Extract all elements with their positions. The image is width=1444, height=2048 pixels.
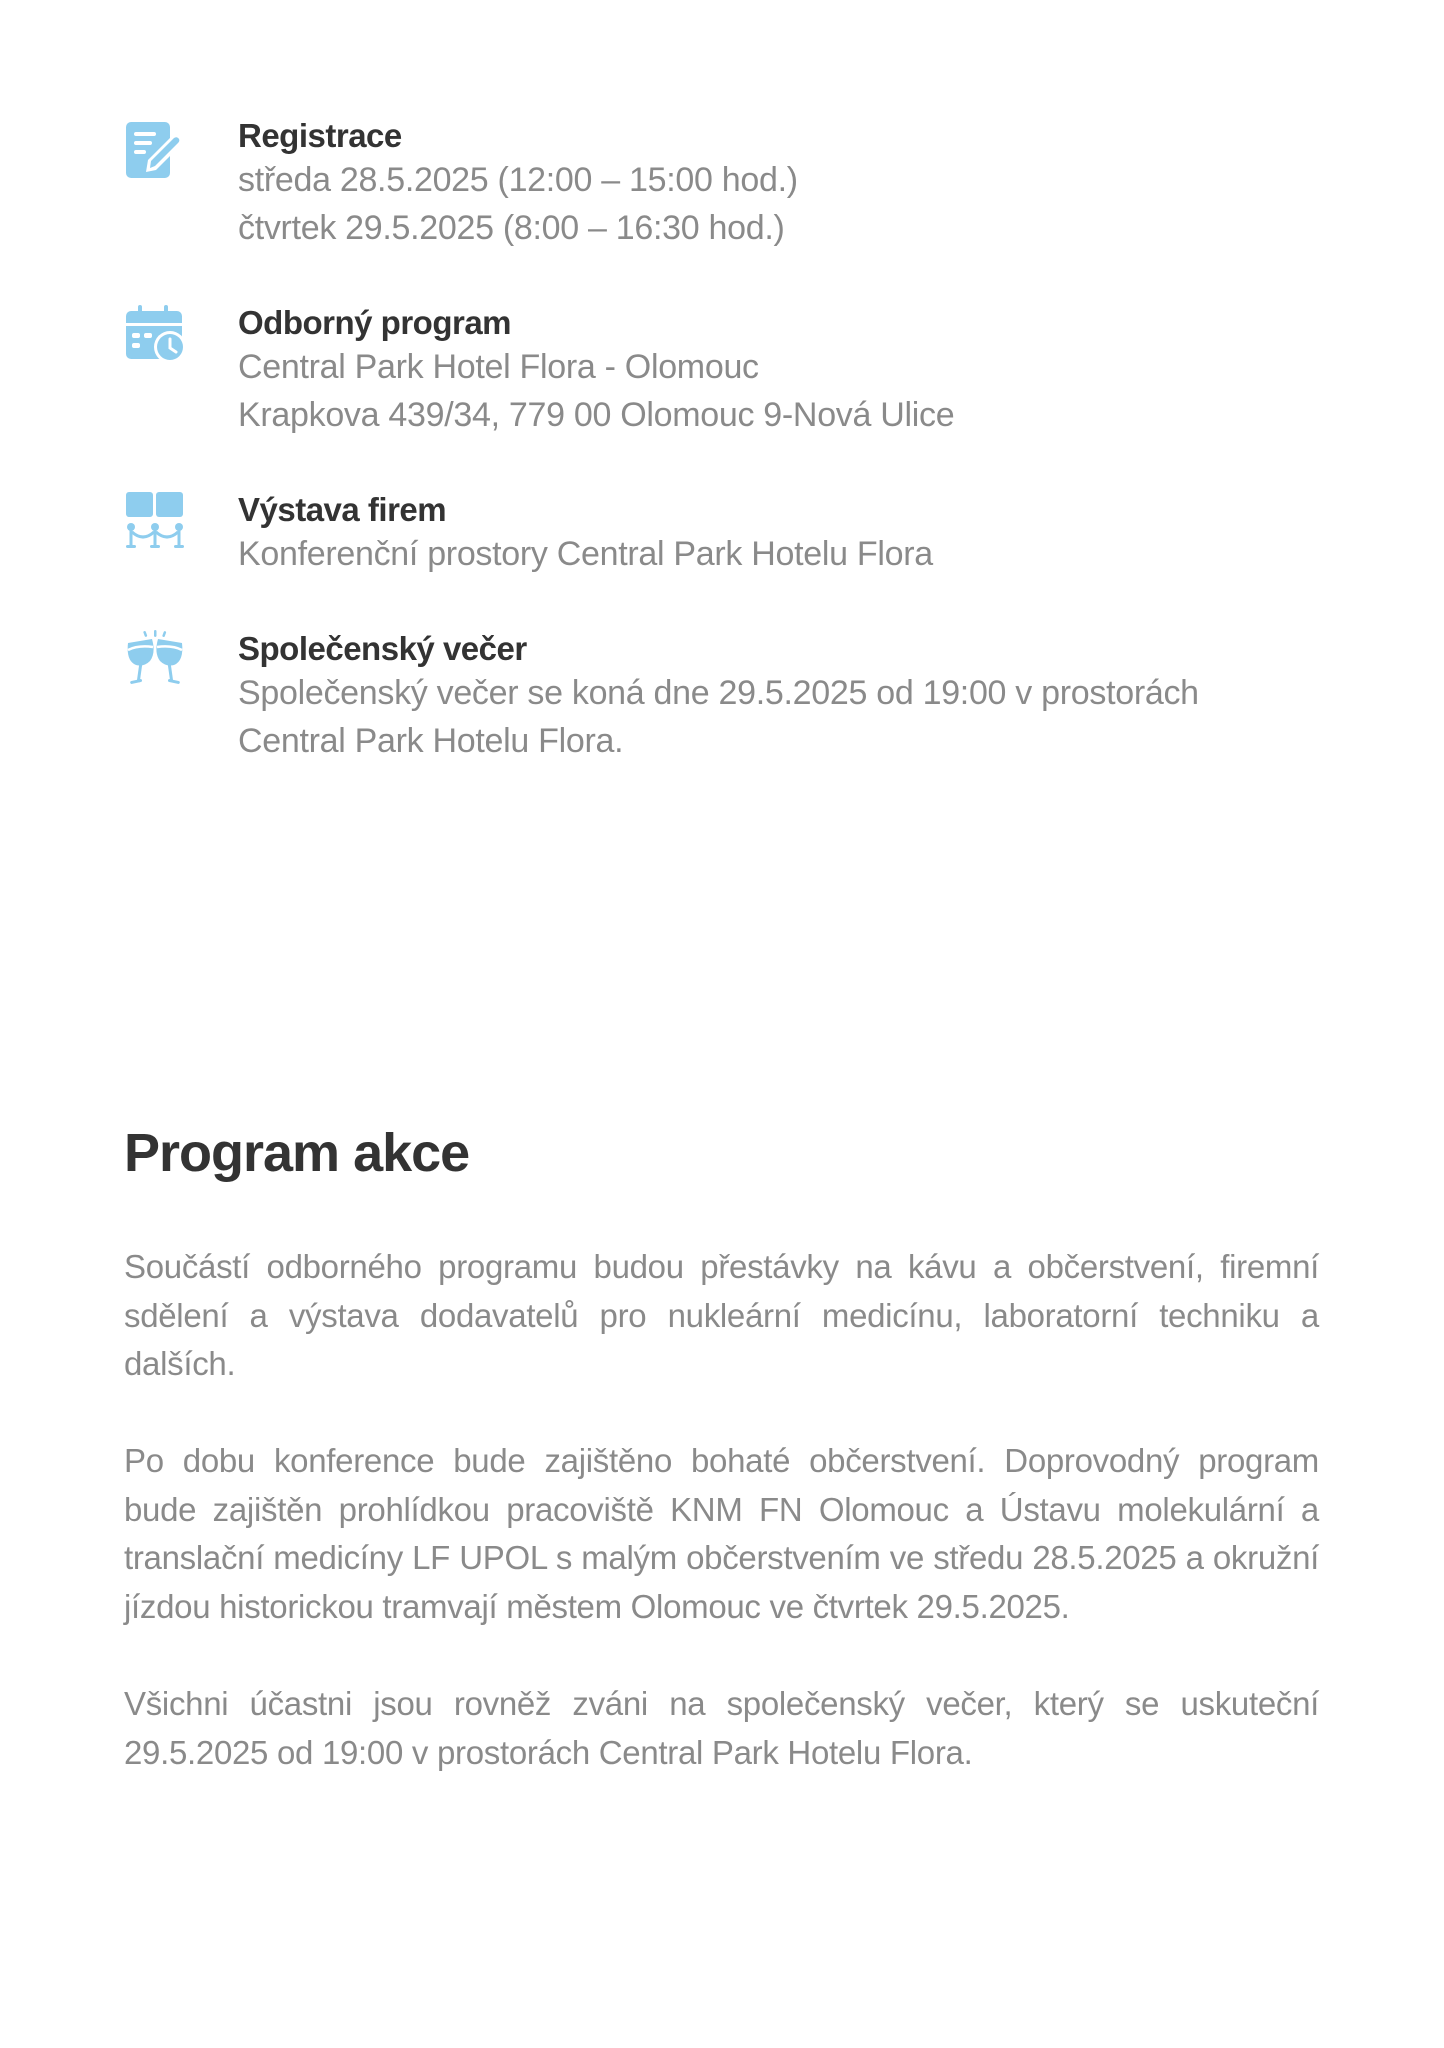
exhibition-booth-icon xyxy=(124,490,186,552)
item-title: Odborný program xyxy=(238,304,512,341)
item-title: Výstava firem xyxy=(238,491,447,528)
item-line: Společenský večer se koná dne 29.5.2025 od 19:00 v prostorách xyxy=(238,674,1199,712)
program-paragraph: Všichni účastni jsou rovněž zváni na společenský večer, který se uskuteční 29.5.2025 od 19:00 v prostorách Central Park Hotelu Flora. xyxy=(124,1685,1319,1771)
item-line: středa 28.5.2025 (12:00 – 15:00 hod.) xyxy=(238,161,798,199)
item-line: Central Park Hotelu Flora. xyxy=(238,722,624,760)
calendar-clock-icon xyxy=(124,303,186,365)
program-heading: Program akce xyxy=(124,1123,470,1183)
item-line: Krapkova 439/34, 779 00 Olomouc 9-Nová Ulice xyxy=(238,396,955,434)
item-line: Central Park Hotel Flora - Olomouc xyxy=(238,348,759,386)
program-paragraph: Součástí odborného programu budou přestávky na kávu a občerstvení, firemní sdělení a výstava dodavatelů pro nukleární medicínu, laboratorní techniku a dalších. xyxy=(124,1248,1319,1382)
item-title: Společenský večer xyxy=(238,630,527,667)
item-line: čtvrtek 29.5.2025 (8:00 – 16:30 hod.) xyxy=(238,209,785,247)
registration-form-icon xyxy=(124,116,186,178)
item-line: Konferenční prostory Central Park Hotelu Flora xyxy=(238,535,933,573)
program-paragraph: Po dobu konference bude zajištěno bohaté občerstvení. Doprovodný program bude zajištěn prohlídkou pracoviště KNM FN Olomouc a Ústavu molekulární a translační medicíny LF UPOL s malým občerstvením ve středu 28.5.2025 a okružní jízdou historickou tramvají městem Olomouc ve čtvrtek 29.5.2025. xyxy=(124,1442,1319,1625)
toasting-glasses-icon xyxy=(124,629,186,691)
item-title: Registrace xyxy=(238,117,402,154)
